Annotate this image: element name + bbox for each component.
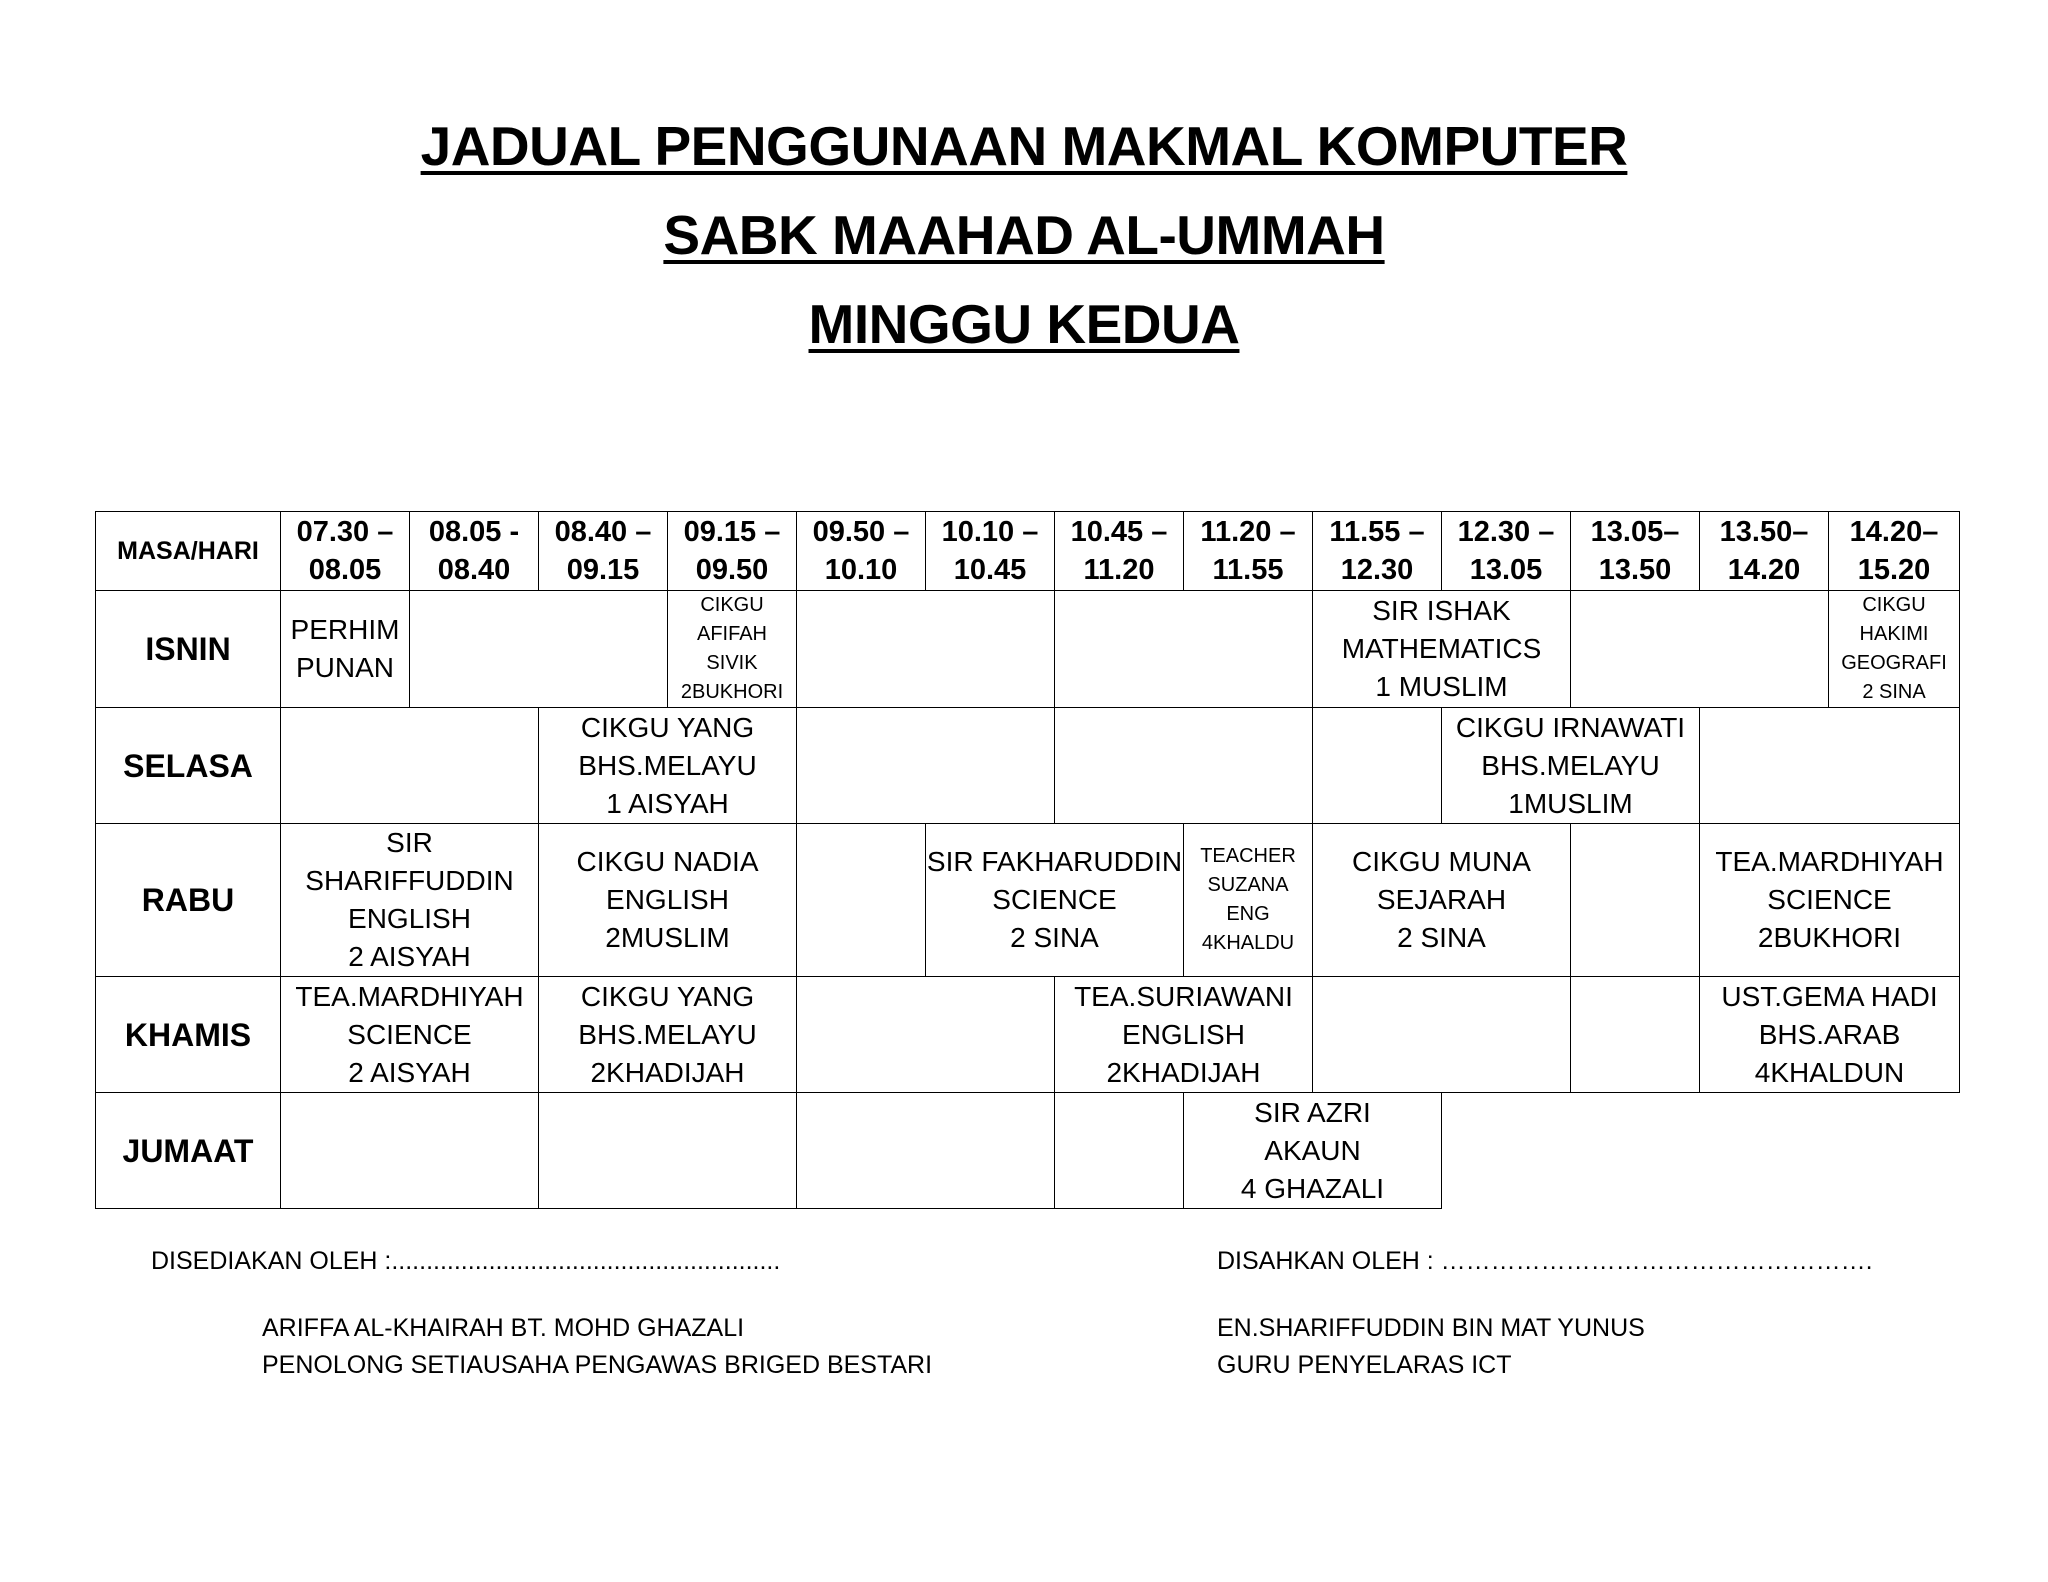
slot-cell: CIKGU HAKIMI GEOGRAFI 2 SINA (1829, 591, 1960, 708)
slot-cell: CIKGU YANG BHS.MELAYU 2KHADIJAH (539, 977, 797, 1093)
empty-slot (1055, 591, 1313, 708)
corner-header: MASA/HARI (96, 512, 281, 591)
empty-slot (797, 591, 1055, 708)
slot-cell: CIKGU NADIA ENGLISH 2MUSLIM (539, 824, 797, 977)
time-header: 11.20 – 11.55 (1184, 512, 1313, 591)
empty-slot (281, 1093, 539, 1209)
slot-cell: TEA.MARDHIYAH SCIENCE 2BUKHORI (1700, 824, 1960, 977)
verified-by-role: GURU PENYELARAS ICT (1217, 1351, 1512, 1379)
slot-cell: CIKGU YANG BHS.MELAYU 1 AISYAH (539, 708, 797, 824)
time-header: 08.05 - 08.40 (410, 512, 539, 591)
empty-slot (797, 708, 1055, 824)
time-header: 08.40 – 09.15 (539, 512, 668, 591)
time-header: 13.05– 13.50 (1571, 512, 1700, 591)
timetable (95, 511, 1960, 1209)
empty-slot (1055, 708, 1313, 824)
row-khamis (96, 977, 1960, 1093)
empty-slot (1571, 977, 1700, 1093)
empty-slot (1700, 708, 1960, 824)
slot-cell: TEA.MARDHIYAH SCIENCE 2 AISYAH (281, 977, 539, 1093)
empty-slot (797, 824, 926, 977)
blank-area (1442, 1093, 1960, 1209)
time-header: 07.30 – 08.05 (281, 512, 410, 591)
slot-cell: SIR SHARIFFUDDIN ENGLISH 2 AISYAH (281, 824, 539, 977)
time-header: 10.45 – 11.20 (1055, 512, 1184, 591)
header-row (96, 512, 1960, 591)
day-label: KHAMIS (96, 977, 281, 1093)
verified-by-label: DISAHKAN OLEH : ……………………………………………. (1217, 1247, 1873, 1275)
empty-slot (1055, 1093, 1184, 1209)
empty-slot (797, 977, 1055, 1093)
slot-cell: TEA.SURIAWANI ENGLISH 2KHADIJAH (1055, 977, 1313, 1093)
verified-by-name: EN.SHARIFFUDDIN BIN MAT YUNUS (1217, 1314, 1645, 1342)
slot-cell: CIKGU AFIFAH SIVIK 2BUKHORI (668, 591, 797, 708)
empty-slot (539, 1093, 797, 1209)
slot-cell: CIKGU MUNA SEJARAH 2 SINA (1313, 824, 1571, 977)
row-rabu (96, 824, 1960, 977)
time-header: 13.50– 14.20 (1700, 512, 1829, 591)
empty-slot (410, 591, 668, 708)
empty-slot (797, 1093, 1055, 1209)
empty-slot (1571, 591, 1829, 708)
week-label: MINGGU KEDUA (808, 293, 1240, 355)
time-header: 10.10 – 10.45 (926, 512, 1055, 591)
document-title: JADUAL PENGGUNAAN MAKMAL KOMPUTER (420, 115, 1628, 177)
empty-slot (1313, 977, 1571, 1093)
day-label: ISNIN (96, 591, 281, 708)
prepared-by-name: ARIFFA AL-KHAIRAH BT. MOHD GHAZALI (262, 1314, 745, 1342)
empty-slot (1313, 708, 1442, 824)
prepared-by-role: PENOLONG SETIAUSAHA PENGAWAS BRIGED BESTARI (262, 1351, 933, 1379)
slot-cell: SIR AZRI AKAUN 4 GHAZALI (1184, 1093, 1442, 1209)
slot-cell: TEACHER SUZANA ENG 4KHALDU (1184, 824, 1313, 977)
slot-cell: SIR FAKHARUDDIN SCIENCE 2 SINA (926, 824, 1184, 977)
time-header: 12.30 – 13.05 (1442, 512, 1571, 591)
day-label: RABU (96, 824, 281, 977)
slot-cell: UST.GEMA HADI BHS.ARAB 4KHALDUN (1700, 977, 1960, 1093)
time-header: 09.15 – 09.50 (668, 512, 797, 591)
slot-cell: CIKGU IRNAWATI BHS.MELAYU 1MUSLIM (1442, 708, 1700, 824)
row-selasa (96, 708, 1960, 824)
slot-cell: SIR ISHAK MATHEMATICS 1 MUSLIM (1313, 591, 1571, 708)
time-header: 14.20– 15.20 (1829, 512, 1960, 591)
empty-slot (1571, 824, 1700, 977)
row-isnin (96, 591, 1960, 708)
prepared-by-label: DISEDIAKAN OLEH :........................................................ (151, 1247, 781, 1275)
row-jumaat (96, 1093, 1960, 1209)
slot-cell: PERHIM PUNAN (281, 591, 410, 708)
school-name: SABK MAAHAD AL-UMMAH (663, 204, 1385, 266)
empty-slot (281, 708, 539, 824)
time-header: 09.50 – 10.10 (797, 512, 926, 591)
day-label: JUMAAT (96, 1093, 281, 1209)
day-label: SELASA (96, 708, 281, 824)
time-header: 11.55 – 12.30 (1313, 512, 1442, 591)
